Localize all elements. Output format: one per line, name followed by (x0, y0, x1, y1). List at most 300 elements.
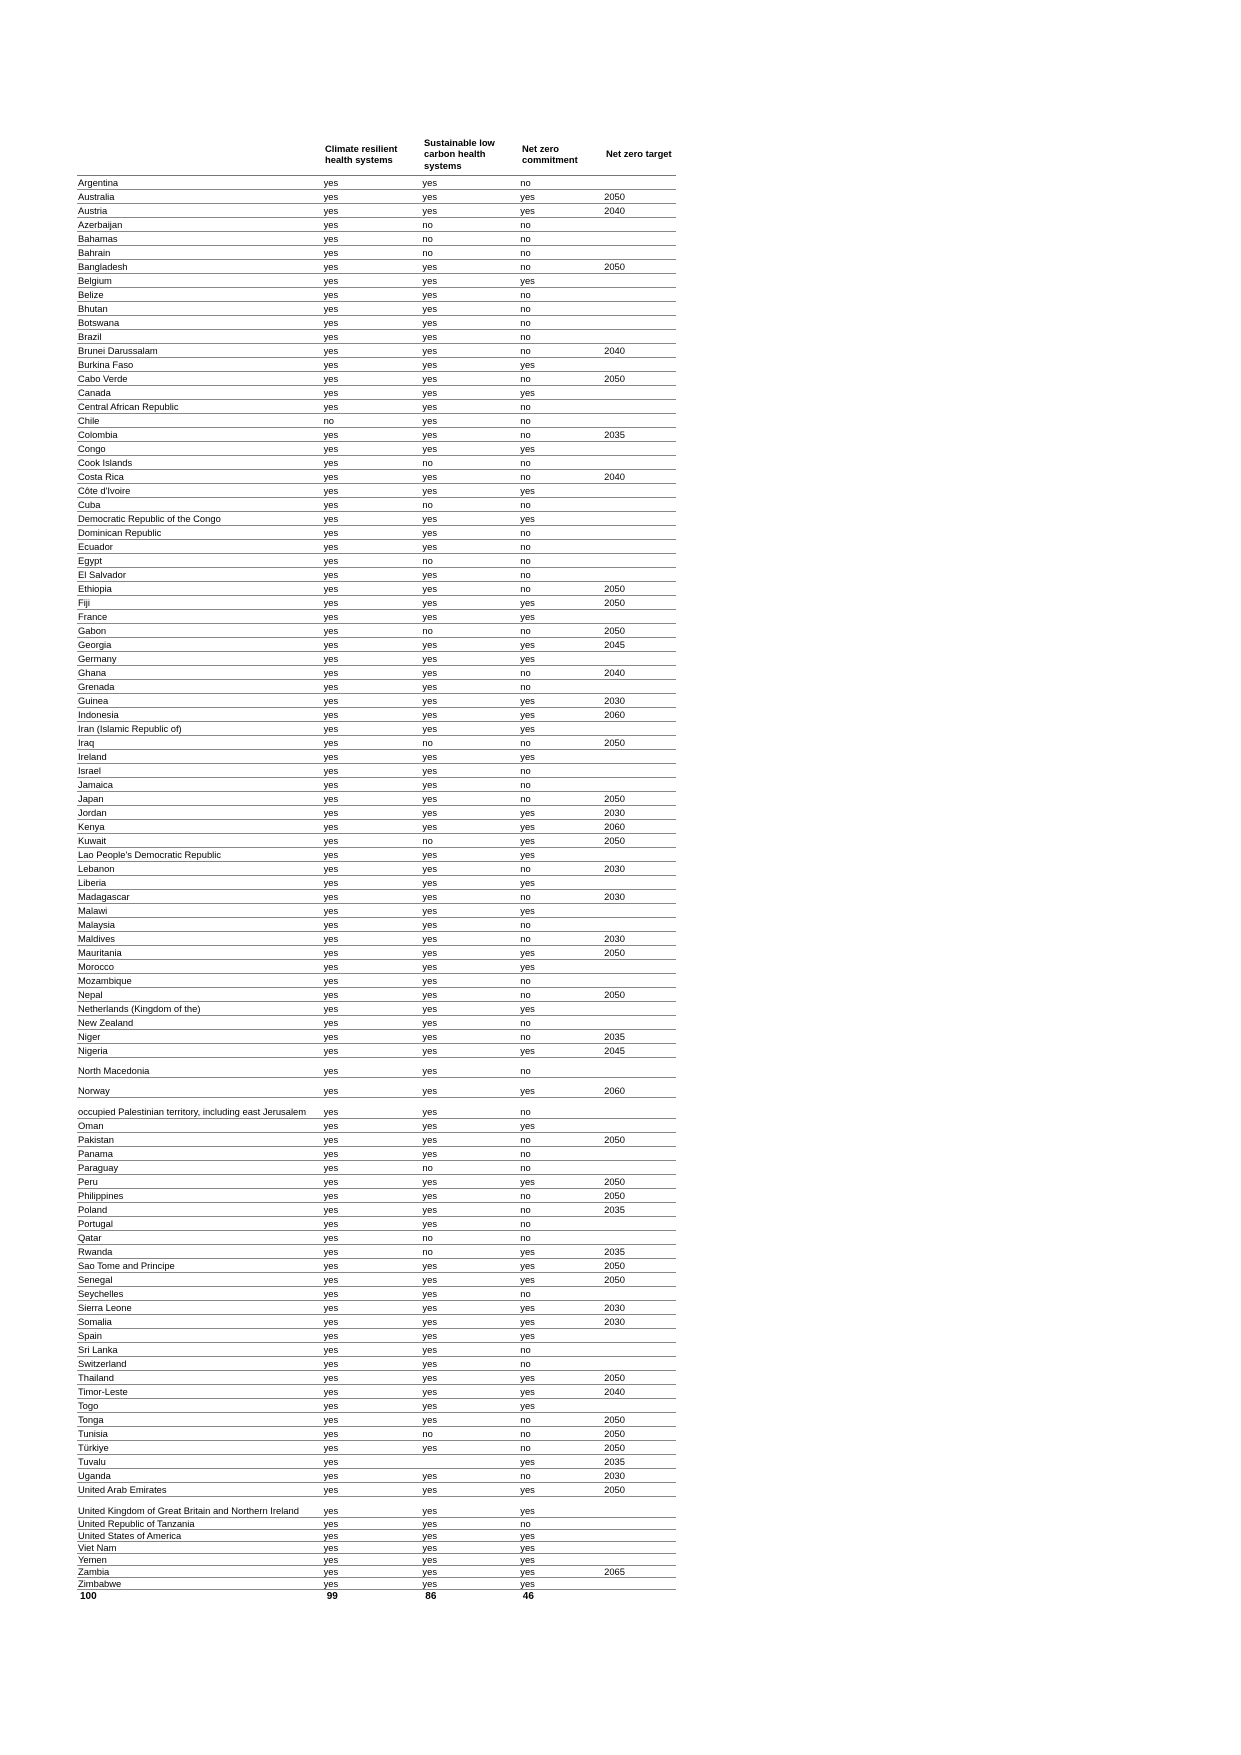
cell-sustainable-low-carbon: yes (422, 387, 438, 398)
cell-sustainable-low-carbon: yes (422, 527, 438, 538)
cell-net-zero-commitment: no (520, 793, 531, 804)
table-row (77, 456, 676, 470)
table-row (77, 1175, 676, 1189)
cell-sustainable-low-carbon: yes (422, 1566, 438, 1577)
cell-sustainable-low-carbon: yes (422, 961, 438, 972)
table-row (77, 484, 676, 498)
cell-climate-resilient: yes (323, 807, 339, 818)
cell-climate-resilient: yes (323, 1554, 339, 1565)
cell-net-zero-commitment: yes (520, 947, 535, 958)
cell-sustainable-low-carbon: yes (422, 1330, 438, 1341)
cell-sustainable-low-carbon: yes (422, 1017, 438, 1028)
cell-climate-resilient: yes (323, 1316, 339, 1327)
cell-sustainable-low-carbon: yes (422, 1344, 438, 1355)
cell-country: Iraq (78, 737, 95, 748)
cell-country: Tonga (78, 1414, 104, 1425)
table-row (77, 1147, 676, 1161)
table-row (77, 764, 676, 778)
cell-net-zero-target: 2035 (604, 429, 625, 440)
cell-climate-resilient: yes (323, 205, 339, 216)
cell-climate-resilient: yes (323, 317, 339, 328)
cell-sustainable-low-carbon: yes (422, 1260, 438, 1271)
table-row (77, 708, 676, 722)
cell-country: Rwanda (78, 1246, 113, 1257)
cell-country: United Republic of Tanzania (78, 1518, 195, 1529)
cell-country: Malaysia (78, 919, 115, 930)
cell-net-zero-commitment: yes (520, 1316, 535, 1327)
cell-climate-resilient: yes (323, 471, 339, 482)
cell-net-zero-commitment: no (520, 177, 531, 188)
cell-net-zero-commitment: no (520, 527, 531, 538)
table-row (77, 470, 676, 484)
cell-sustainable-low-carbon: yes (422, 1085, 438, 1096)
cell-country: North Macedonia (78, 1065, 150, 1076)
cell-sustainable-low-carbon: yes (422, 1204, 438, 1215)
cell-net-zero-commitment: no (520, 1106, 531, 1117)
cell-climate-resilient: yes (323, 765, 339, 776)
cell-country: Iran (Islamic Republic of) (78, 723, 182, 734)
cell-sustainable-low-carbon: yes (422, 401, 438, 412)
cell-net-zero-target: 2050 (604, 625, 625, 636)
cell-country: Poland (78, 1204, 108, 1215)
table-row (77, 414, 676, 428)
cell-sustainable-low-carbon: yes (422, 583, 438, 594)
cell-country: Côte d'Ivoire (78, 485, 131, 496)
cell-net-zero-target: 2050 (604, 597, 625, 608)
cell-country: Viet Nam (78, 1542, 117, 1553)
cell-country: Bangladesh (78, 261, 128, 272)
cell-net-zero-target: 2050 (604, 1442, 625, 1453)
cell-climate-resilient: yes (323, 919, 339, 930)
cell-net-zero-commitment: yes (520, 1330, 535, 1341)
cell-net-zero-commitment: yes (520, 1372, 535, 1383)
cell-net-zero-commitment: yes (520, 1120, 535, 1131)
cell-country: Congo (78, 443, 106, 454)
climate-health-table (77, 133, 676, 1604)
cell-net-zero-commitment: no (520, 625, 531, 636)
cell-sustainable-low-carbon: yes (422, 513, 438, 524)
cell-net-zero-commitment: no (520, 1518, 531, 1529)
cell-climate-resilient: yes (323, 499, 339, 510)
cell-country: Jordan (78, 807, 107, 818)
cell-net-zero-target: 2050 (604, 191, 625, 202)
cell-sustainable-low-carbon: yes (422, 751, 438, 762)
cell-net-zero-commitment: no (520, 919, 531, 930)
cell-climate-resilient: yes (323, 1176, 339, 1187)
cell-net-zero-target: 2060 (604, 1085, 625, 1096)
cell-climate-resilient: yes (323, 443, 339, 454)
cell-net-zero-commitment: yes (520, 1386, 535, 1397)
table-row (77, 1413, 676, 1427)
table-row (77, 190, 676, 204)
cell-country: Indonesia (78, 709, 119, 720)
cell-net-zero-commitment: yes (520, 1246, 535, 1257)
total-countries: 100 (80, 1591, 97, 1602)
cell-net-zero-commitment: yes (520, 205, 535, 216)
table-row (77, 1030, 676, 1044)
cell-net-zero-commitment: yes (520, 961, 535, 972)
cell-country: Morocco (78, 961, 114, 972)
cell-climate-resilient: yes (323, 485, 339, 496)
table-row (77, 1016, 676, 1030)
cell-net-zero-commitment: yes (520, 751, 535, 762)
cell-country: Pakistan (78, 1134, 114, 1145)
cell-climate-resilient: yes (323, 723, 339, 734)
cell-sustainable-low-carbon: yes (422, 541, 438, 552)
cell-sustainable-low-carbon: yes (422, 261, 438, 272)
table-row (77, 834, 676, 848)
cell-net-zero-target: 2050 (604, 1414, 625, 1425)
table-row (77, 1554, 676, 1566)
cell-net-zero-commitment: no (520, 1344, 531, 1355)
cell-net-zero-target: 2050 (604, 737, 625, 748)
cell-net-zero-commitment: yes (520, 1176, 535, 1187)
cell-sustainable-low-carbon: yes (422, 1106, 438, 1117)
cell-sustainable-low-carbon: no (422, 247, 433, 258)
cell-net-zero-target: 2035 (604, 1456, 625, 1467)
cell-net-zero-commitment: no (520, 569, 531, 580)
cell-climate-resilient: yes (323, 1162, 339, 1173)
cell-sustainable-low-carbon: no (422, 233, 433, 244)
cell-climate-resilient: yes (323, 1031, 339, 1042)
cell-sustainable-low-carbon: yes (422, 709, 438, 720)
cell-country: Argentina (78, 177, 119, 188)
cell-sustainable-low-carbon: no (422, 219, 433, 230)
cell-sustainable-low-carbon: yes (422, 681, 438, 692)
cell-sustainable-low-carbon: yes (422, 1372, 438, 1383)
cell-country: Philippines (78, 1190, 124, 1201)
cell-climate-resilient: yes (323, 387, 339, 398)
cell-climate-resilient: yes (323, 933, 339, 944)
cell-net-zero-target: 2045 (604, 1045, 625, 1056)
cell-net-zero-target: 2050 (604, 1484, 625, 1495)
cell-country: Ghana (78, 667, 107, 678)
cell-net-zero-commitment: yes (520, 709, 535, 720)
cell-sustainable-low-carbon: yes (422, 807, 438, 818)
cell-climate-resilient: yes (323, 709, 339, 720)
cell-net-zero-target: 2050 (604, 1372, 625, 1383)
cell-sustainable-low-carbon: yes (422, 667, 438, 678)
cell-country: Burkina Faso (78, 359, 134, 370)
cell-sustainable-low-carbon: yes (422, 443, 438, 454)
cell-net-zero-commitment: no (520, 1232, 531, 1243)
cell-country: Norway (78, 1085, 110, 1096)
cell-sustainable-low-carbon: yes (422, 1400, 438, 1411)
cell-country: Switzerland (78, 1358, 127, 1369)
cell-climate-resilient: yes (323, 1470, 339, 1481)
table-row (77, 974, 676, 988)
cell-sustainable-low-carbon: yes (422, 1176, 438, 1187)
cell-net-zero-target: 2040 (604, 345, 625, 356)
cell-sustainable-low-carbon: yes (422, 1518, 438, 1529)
table-row (77, 1483, 676, 1497)
table-row (77, 750, 676, 764)
cell-country: Tuvalu (78, 1456, 106, 1467)
cell-net-zero-commitment: no (520, 317, 531, 328)
table-row (77, 358, 676, 372)
cell-country: Brazil (78, 331, 102, 342)
cell-climate-resilient: yes (323, 555, 339, 566)
cell-sustainable-low-carbon: yes (422, 1134, 438, 1145)
table-row (77, 792, 676, 806)
cell-net-zero-commitment: no (520, 1148, 531, 1159)
cell-climate-resilient: yes (323, 261, 339, 272)
cell-country: Democratic Republic of the Congo (78, 513, 221, 524)
table-row (77, 442, 676, 456)
cell-country: Jamaica (78, 779, 113, 790)
cell-country: Thailand (78, 1372, 114, 1383)
table-row (77, 1329, 676, 1343)
cell-net-zero-target: 2030 (604, 933, 625, 944)
cell-climate-resilient: yes (323, 989, 339, 1000)
cell-country: Fiji (78, 597, 90, 608)
cell-sustainable-low-carbon: yes (422, 1386, 438, 1397)
table-row (77, 694, 676, 708)
cell-net-zero-commitment: yes (520, 387, 535, 398)
cell-net-zero-commitment: yes (520, 275, 535, 286)
cell-climate-resilient: yes (323, 513, 339, 524)
cell-sustainable-low-carbon: yes (422, 1554, 438, 1565)
cell-country: Senegal (78, 1274, 113, 1285)
cell-climate-resilient: yes (323, 359, 339, 370)
cell-country: Mozambique (78, 975, 132, 986)
cell-net-zero-commitment: no (520, 555, 531, 566)
cell-sustainable-low-carbon: yes (422, 1578, 438, 1589)
cell-net-zero-commitment: yes (520, 485, 535, 496)
table-row (77, 946, 676, 960)
cell-country: Spain (78, 1330, 102, 1341)
cell-climate-resilient: yes (323, 219, 339, 230)
table-row (77, 386, 676, 400)
cell-net-zero-commitment: no (520, 1031, 531, 1042)
cell-climate-resilient: yes (323, 793, 339, 804)
cell-net-zero-target: 2050 (604, 1134, 625, 1145)
cell-country: France (78, 611, 108, 622)
table-row (77, 610, 676, 624)
header-sustainable-low-carbon: Sustainable low carbon health systems (424, 136, 495, 171)
cell-sustainable-low-carbon: no (422, 555, 433, 566)
cell-country: Togo (78, 1400, 99, 1411)
cell-sustainable-low-carbon: yes (422, 695, 438, 706)
cell-climate-resilient: yes (323, 625, 339, 636)
cell-climate-resilient: yes (323, 597, 339, 608)
cell-net-zero-target: 2040 (604, 471, 625, 482)
cell-country: Seychelles (78, 1288, 124, 1299)
cell-climate-resilient: yes (323, 1484, 339, 1495)
cell-sustainable-low-carbon: yes (422, 1358, 438, 1369)
total-climate-resilient: 99 (326, 1591, 338, 1602)
cell-sustainable-low-carbon: yes (422, 989, 438, 1000)
cell-climate-resilient: yes (323, 1148, 339, 1159)
cell-country: Zambia (78, 1566, 110, 1577)
cell-country: Germany (78, 653, 117, 664)
cell-sustainable-low-carbon: yes (422, 1031, 438, 1042)
cell-net-zero-commitment: yes (520, 1505, 535, 1516)
cell-net-zero-commitment: no (520, 1470, 531, 1481)
cell-climate-resilient: yes (323, 1003, 339, 1014)
table-row (77, 1098, 676, 1119)
cell-climate-resilient: yes (323, 961, 339, 972)
cell-net-zero-commitment: no (520, 415, 531, 426)
table-row (77, 274, 676, 288)
table-row (77, 1058, 676, 1078)
table-row (77, 652, 676, 666)
cell-sustainable-low-carbon: yes (422, 905, 438, 916)
cell-net-zero-target: 2035 (604, 1204, 625, 1215)
table-row (77, 428, 676, 442)
cell-country: Central African Republic (78, 401, 179, 412)
cell-net-zero-commitment: no (520, 457, 531, 468)
cell-sustainable-low-carbon: yes (422, 919, 438, 930)
totals-row (77, 1590, 676, 1604)
cell-climate-resilient: yes (323, 191, 339, 202)
table-row (77, 526, 676, 540)
header-climate-resilient: Climate resilient health systems (325, 142, 398, 165)
cell-net-zero-commitment: yes (520, 695, 535, 706)
table-row (77, 1119, 676, 1133)
cell-net-zero-commitment: no (520, 1358, 531, 1369)
table-row (77, 932, 676, 946)
cell-sustainable-low-carbon: yes (422, 1045, 438, 1056)
table-row (77, 624, 676, 638)
cell-sustainable-low-carbon: yes (422, 1120, 438, 1131)
table-row (77, 246, 676, 260)
table-row (77, 820, 676, 834)
cell-country: Niger (78, 1031, 101, 1042)
table-row (77, 1245, 676, 1259)
cell-sustainable-low-carbon: yes (422, 653, 438, 664)
table-row (77, 1002, 676, 1016)
table-body (77, 176, 676, 1590)
cell-net-zero-commitment: yes (520, 1542, 535, 1553)
cell-net-zero-commitment: yes (520, 1484, 535, 1495)
cell-sustainable-low-carbon: yes (422, 1190, 438, 1201)
cell-net-zero-commitment: no (520, 303, 531, 314)
cell-net-zero-commitment: no (520, 583, 531, 594)
cell-net-zero-target: 2050 (604, 1428, 625, 1439)
table-row (77, 1497, 676, 1518)
cell-net-zero-commitment: yes (520, 597, 535, 608)
table-row (77, 1578, 676, 1590)
cell-net-zero-commitment: no (520, 863, 531, 874)
table-row (77, 232, 676, 246)
cell-net-zero-commitment: yes (520, 1566, 535, 1577)
cell-net-zero-commitment: no (520, 1065, 531, 1076)
cell-sustainable-low-carbon: yes (422, 485, 438, 496)
table-row (77, 330, 676, 344)
cell-climate-resilient: yes (323, 1232, 339, 1243)
cell-sustainable-low-carbon: yes (422, 849, 438, 860)
cell-climate-resilient: yes (323, 1505, 339, 1516)
table-row (77, 1315, 676, 1329)
cell-net-zero-commitment: no (520, 219, 531, 230)
cell-sustainable-low-carbon: yes (422, 1470, 438, 1481)
cell-country: New Zealand (78, 1017, 134, 1028)
cell-net-zero-commitment: yes (520, 723, 535, 734)
cell-climate-resilient: yes (323, 695, 339, 706)
cell-climate-resilient: yes (323, 1372, 339, 1383)
cell-climate-resilient: yes (323, 541, 339, 552)
cell-country: Maldives (78, 933, 115, 944)
cell-net-zero-commitment: yes (520, 1003, 535, 1014)
cell-sustainable-low-carbon: no (422, 457, 433, 468)
cell-sustainable-low-carbon: yes (422, 359, 438, 370)
cell-country: Somalia (78, 1316, 112, 1327)
cell-net-zero-target: 2045 (604, 639, 625, 650)
cell-climate-resilient: yes (323, 751, 339, 762)
cell-country: Bahrain (78, 247, 111, 258)
cell-net-zero-commitment: yes (520, 1456, 535, 1467)
cell-sustainable-low-carbon: yes (422, 793, 438, 804)
table-row (77, 260, 676, 274)
cell-net-zero-commitment: no (520, 247, 531, 258)
cell-climate-resilient: yes (323, 1518, 339, 1529)
cell-country: Grenada (78, 681, 115, 692)
cell-climate-resilient: yes (323, 1017, 339, 1028)
cell-sustainable-low-carbon: yes (422, 191, 438, 202)
cell-net-zero-target: 2050 (604, 835, 625, 846)
cell-net-zero-target: 2030 (604, 1316, 625, 1327)
cell-climate-resilient: yes (323, 891, 339, 902)
table-row (77, 1530, 676, 1542)
cell-sustainable-low-carbon: yes (422, 1442, 438, 1453)
cell-sustainable-low-carbon: yes (422, 1274, 438, 1285)
cell-net-zero-commitment: no (520, 541, 531, 552)
cell-climate-resilient: yes (323, 583, 339, 594)
cell-country: Guinea (78, 695, 109, 706)
cell-net-zero-commitment: yes (520, 1400, 535, 1411)
table-row (77, 1217, 676, 1231)
cell-climate-resilient: yes (323, 947, 339, 958)
cell-sustainable-low-carbon: yes (422, 275, 438, 286)
total-net-zero-target (604, 1590, 676, 1604)
table-row (77, 736, 676, 750)
cell-sustainable-low-carbon: yes (422, 289, 438, 300)
cell-climate-resilient: yes (323, 1045, 339, 1056)
cell-country: Israel (78, 765, 101, 776)
cell-net-zero-target: 2030 (604, 1470, 625, 1481)
cell-sustainable-low-carbon: yes (422, 821, 438, 832)
table-row (77, 1399, 676, 1413)
cell-net-zero-commitment: yes (520, 1530, 535, 1541)
cell-climate-resilient: yes (323, 1456, 339, 1467)
cell-net-zero-target: 2050 (604, 947, 625, 958)
cell-sustainable-low-carbon: no (422, 625, 433, 636)
cell-country: Australia (78, 191, 115, 202)
header-net-zero-commitment: Net zero commitment (522, 142, 578, 165)
cell-climate-resilient: yes (323, 1578, 339, 1589)
cell-country: Ecuador (78, 541, 113, 552)
cell-climate-resilient: yes (323, 1288, 339, 1299)
cell-climate-resilient: yes (323, 779, 339, 790)
cell-country: Ethiopia (78, 583, 112, 594)
cell-country: Brunei Darussalam (78, 345, 158, 356)
table-row (77, 1259, 676, 1273)
cell-sustainable-low-carbon: yes (422, 597, 438, 608)
table-row (77, 1518, 676, 1530)
cell-country: Cuba (78, 499, 101, 510)
cell-net-zero-target: 2030 (604, 807, 625, 818)
cell-country: United Arab Emirates (78, 1484, 167, 1495)
table-row (77, 988, 676, 1002)
table-row (77, 904, 676, 918)
cell-country: Portugal (78, 1218, 113, 1229)
table-row (77, 890, 676, 904)
cell-climate-resilient: yes (323, 457, 339, 468)
table-row (77, 316, 676, 330)
table-row (77, 400, 676, 414)
table-row (77, 1231, 676, 1245)
